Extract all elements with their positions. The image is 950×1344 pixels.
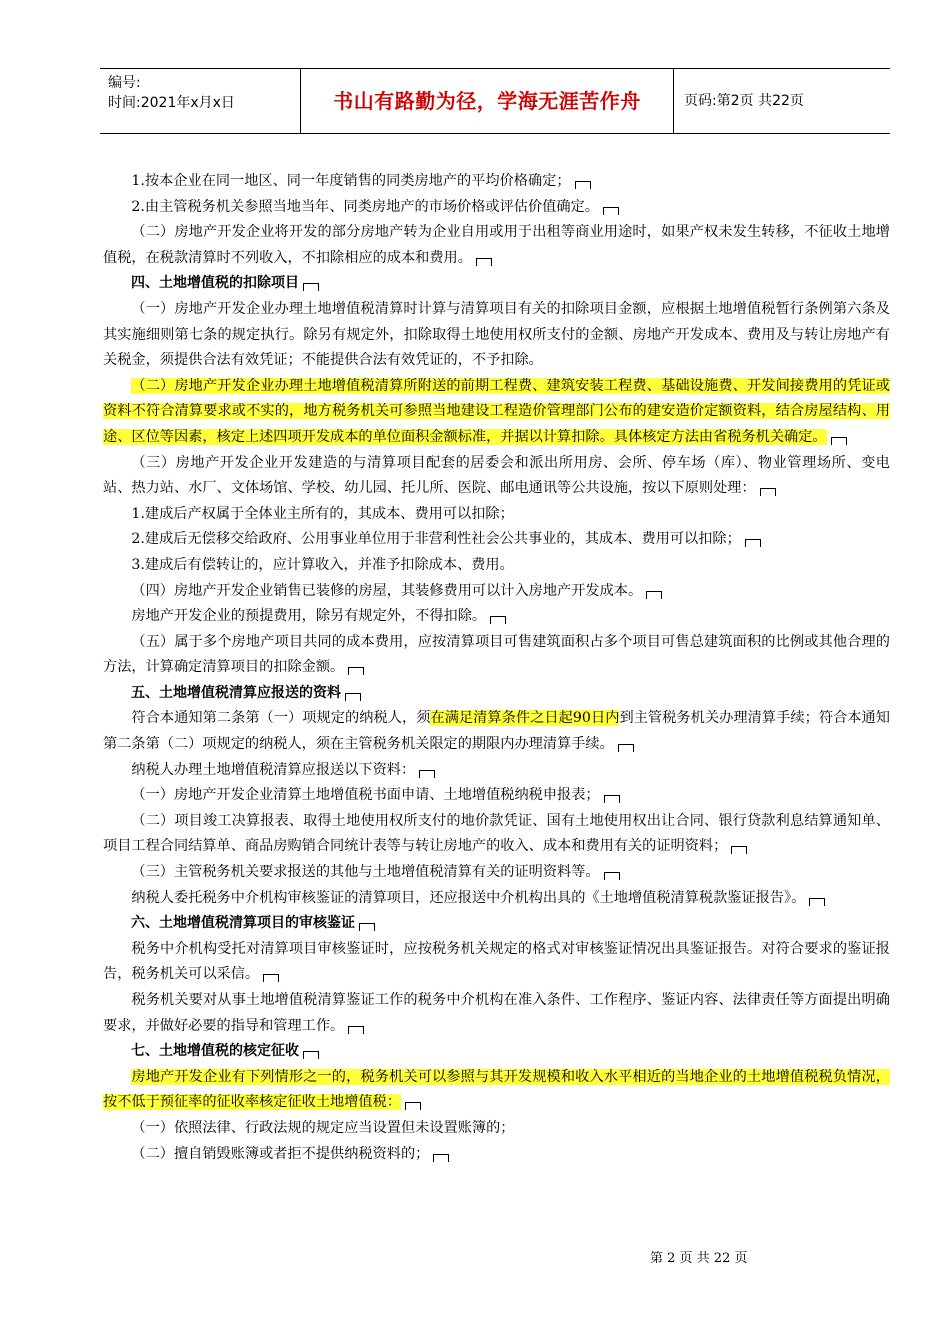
- paragraph-mark-icon: [760, 488, 776, 496]
- paragraph: [103, 374, 890, 451]
- paragraph: [103, 706, 890, 757]
- paragraph-mark-icon: [348, 1026, 364, 1034]
- header-meta: [100, 69, 301, 133]
- paragraph-mark-icon: [745, 539, 761, 547]
- page-header: [100, 68, 890, 134]
- paragraph-mark-icon: [575, 181, 591, 189]
- paragraph-text: （五）属于多个房地产项目共同的成本费用，应按清算项目可售建筑面积占多个项目可售总建筑面积的比例或其他合理的方法，计算确定清算项目的扣除金额。: [103, 633, 890, 676]
- paragraph-text: 1.按本企业在同一地区、同一年度销售的同类房地产的平均价格确定；: [131, 173, 571, 189]
- header-page-label: 页码:第2页 共22页: [684, 93, 804, 109]
- paragraph-mark-icon: [646, 591, 662, 599]
- paragraph: [103, 809, 890, 860]
- paragraph: [103, 527, 890, 553]
- paragraph-text: （二）项目竣工决算报表、取得土地使用权所支付的地价款凭证、国有土地使用权出让合同、银行贷款利息结算通知单、项目工程合同结算单、商品房购销合同统计表等与转让房地产的收入、成本和费用有关的证明资料；: [103, 812, 890, 855]
- paragraph-text: 房地产开发企业的预提费用，除另有规定外，不得扣除。: [131, 608, 487, 625]
- header-motto: 书山有路勤为径，学海无涯苦作舟: [301, 69, 674, 133]
- paragraph-mark-icon: [348, 667, 364, 675]
- paragraph-text: （一）依照法律、行政法规的规定应当设置但未设置账簿的；: [131, 1119, 515, 1136]
- paragraph-text: 五、土地增值税清算应报送的资料: [131, 684, 341, 701]
- paragraph: [103, 297, 890, 374]
- paragraph: [103, 988, 890, 1039]
- highlighted-text: （二）房地产开发企业办理土地增值税清算所附送的前期工程费、建筑安装工程费、基础设施费、开发间接费用的凭证或资料不符合清算要求或不实的，地方税务机关可参照当地建设工程造价管理部门公布的建安造价定额资料，结合房屋结构、用途、区位等因素，核定上述四项开发成本的单位面积金额标准，并据以计算扣除。具体核定方法由省税务机关确定。: [103, 377, 890, 445]
- paragraph-text: （四）房地产开发企业销售已装修的房屋，其装修费用可以计入房地产开发成本。: [131, 582, 643, 599]
- paragraph: [103, 220, 890, 271]
- paragraph-mark-icon: [303, 283, 319, 291]
- paragraph-text: 六、土地增值税清算项目的审核鉴证: [131, 915, 355, 932]
- paragraph: [103, 1065, 890, 1116]
- section-heading: [103, 911, 890, 937]
- paragraph-mark-icon: [263, 974, 279, 982]
- paragraph: [103, 604, 890, 630]
- paragraph-text: 2.建成后无偿移交给政府、公用事业单位用于非营利性社会公共事业的，其成本、费用可以扣除；: [131, 531, 741, 548]
- paragraph-mark-icon: [831, 437, 847, 445]
- paragraph: [103, 553, 890, 579]
- paragraph-text: （二）擅自销毁账簿或者拒不提供纳税资料的；: [131, 1145, 430, 1162]
- paragraph-text: 到主管税务机关办理清算手续；符合本通知第二条第（二）项规定的纳税人，须在主管税务机关限定的期限内办理清算手续。: [103, 710, 890, 753]
- paragraph-mark-icon: [490, 616, 506, 624]
- document-body: [103, 169, 890, 1167]
- paragraph-text: （三）主管税务机关要求报送的其他与土地增值税清算有关的证明资料等。: [131, 864, 600, 881]
- paragraph-mark-icon: [603, 207, 619, 215]
- paragraph-mark-icon: [618, 744, 634, 752]
- highlighted-text: 在满足清算条件之日起90日内: [430, 710, 620, 727]
- paragraph: [103, 502, 890, 528]
- paragraph: [103, 783, 890, 809]
- paragraph-text: （一）房地产开发企业办理土地增值税清算时计算与清算项目有关的扣除项目金额，应根据土地增值税暂行条例第六条及其实施细则第七条的规定执行。除另有规定外，扣除取得土地使用权所支付的金额、房地产开发成本、费用及与转让房地产有关税金，须提供合法有效凭证；不能提供合法有效凭证的，不予扣除。: [103, 300, 890, 369]
- paragraph-mark-icon: [419, 770, 435, 778]
- paragraph: [103, 758, 890, 784]
- number-label: 编号:: [108, 75, 141, 91]
- page-footer: 第 2 页 共 22 页: [650, 1251, 748, 1266]
- paragraph-mark-icon: [303, 1051, 319, 1059]
- paragraph-text: （一）房地产开发企业清算土地增值税书面申请、土地增值税纳税申报表；: [131, 787, 600, 804]
- paragraph-text: （二）房地产开发企业将开发的部分房地产转为企业自用或用于出租等商业用途时，如果产权未发生转移，不征收土地增值税，在税款清算时不列收入，不扣除相应的成本和费用。: [103, 224, 890, 266]
- time-label: 时间:2021年x月x日: [108, 95, 235, 111]
- paragraph-text: 税务机关要对从事土地增值税清算鉴证工作的税务中介机构在准入条件、工作程序、鉴证内容、法律责任等方面提出明确要求，并做好必要的指导和管理工作。: [103, 992, 890, 1034]
- paragraph-text: 2.由主管税务机关参照当地当年、同类房地产的市场价格或评估价值确定。: [131, 198, 599, 215]
- paragraph: [103, 195, 890, 221]
- paragraph: [103, 860, 890, 886]
- highlighted-text: 房地产开发企业有下列情形之一的，税务机关可以参照与其开发规模和收入水平相近的当地企业的土地增值税税负情况，按不低于预征率的征收率核定征收土地增值税：: [103, 1068, 890, 1111]
- paragraph: [103, 1142, 890, 1168]
- paragraph-mark-icon: [359, 923, 375, 931]
- paragraph-mark-icon: [345, 693, 361, 701]
- section-heading: [103, 1039, 890, 1065]
- paragraph: [103, 1116, 890, 1142]
- paragraph-text: （三）房地产开发企业开发建造的与清算项目配套的居委会和派出所用房、会所、停车场（库）、物业管理场所、变电站、热力站、水厂、文体场馆、学校、幼儿园、托儿所、医院、邮电通讯等公共设施，按以下原则处理：: [103, 454, 890, 497]
- paragraph-mark-icon: [476, 258, 492, 266]
- paragraph: [103, 630, 890, 681]
- paragraph-mark-icon: [809, 898, 825, 906]
- paragraph-mark-icon: [604, 872, 620, 880]
- paragraph-text: 纳税人办理土地增值税清算应报送以下资料：: [131, 761, 416, 778]
- paragraph: [103, 451, 890, 502]
- paragraph-text: 1.建成后产权属于全体业主所有的，其成本、费用可以扣除；: [131, 505, 514, 522]
- paragraph: [103, 886, 890, 912]
- section-heading: [103, 271, 890, 297]
- paragraph-text: 纳税人委托税务中介机构审核鉴证的清算项目，还应报送中介机构出具的《土地增值税清算税款鉴证报告》。: [131, 889, 806, 906]
- paragraph-mark-icon: [604, 795, 620, 803]
- paragraph-text: 符合本通知第二条第（一）项规定的纳税人，须: [131, 710, 431, 727]
- paragraph-mark-icon: [405, 1102, 421, 1110]
- paragraph-text: 税务中介机构受托对清算项目审核鉴证时，应按税务机关规定的格式对审核鉴证情况出具鉴证报告。对符合要求的鉴证报告，税务机关可以采信。: [103, 940, 890, 983]
- paragraph-mark-icon: [433, 1154, 449, 1162]
- paragraph-text: 3.建成后有偿转让的，应计算收入，并准予扣除成本、费用。: [131, 556, 514, 573]
- paragraph: [103, 579, 890, 605]
- paragraph-mark-icon: [731, 846, 747, 854]
- paragraph-text: 七、土地增值税的核定征收: [131, 1043, 299, 1060]
- paragraph-text: 四、土地增值税的扣除项目: [131, 275, 299, 292]
- paragraph: [103, 169, 890, 195]
- paragraph: [103, 937, 890, 988]
- section-heading: [103, 681, 890, 707]
